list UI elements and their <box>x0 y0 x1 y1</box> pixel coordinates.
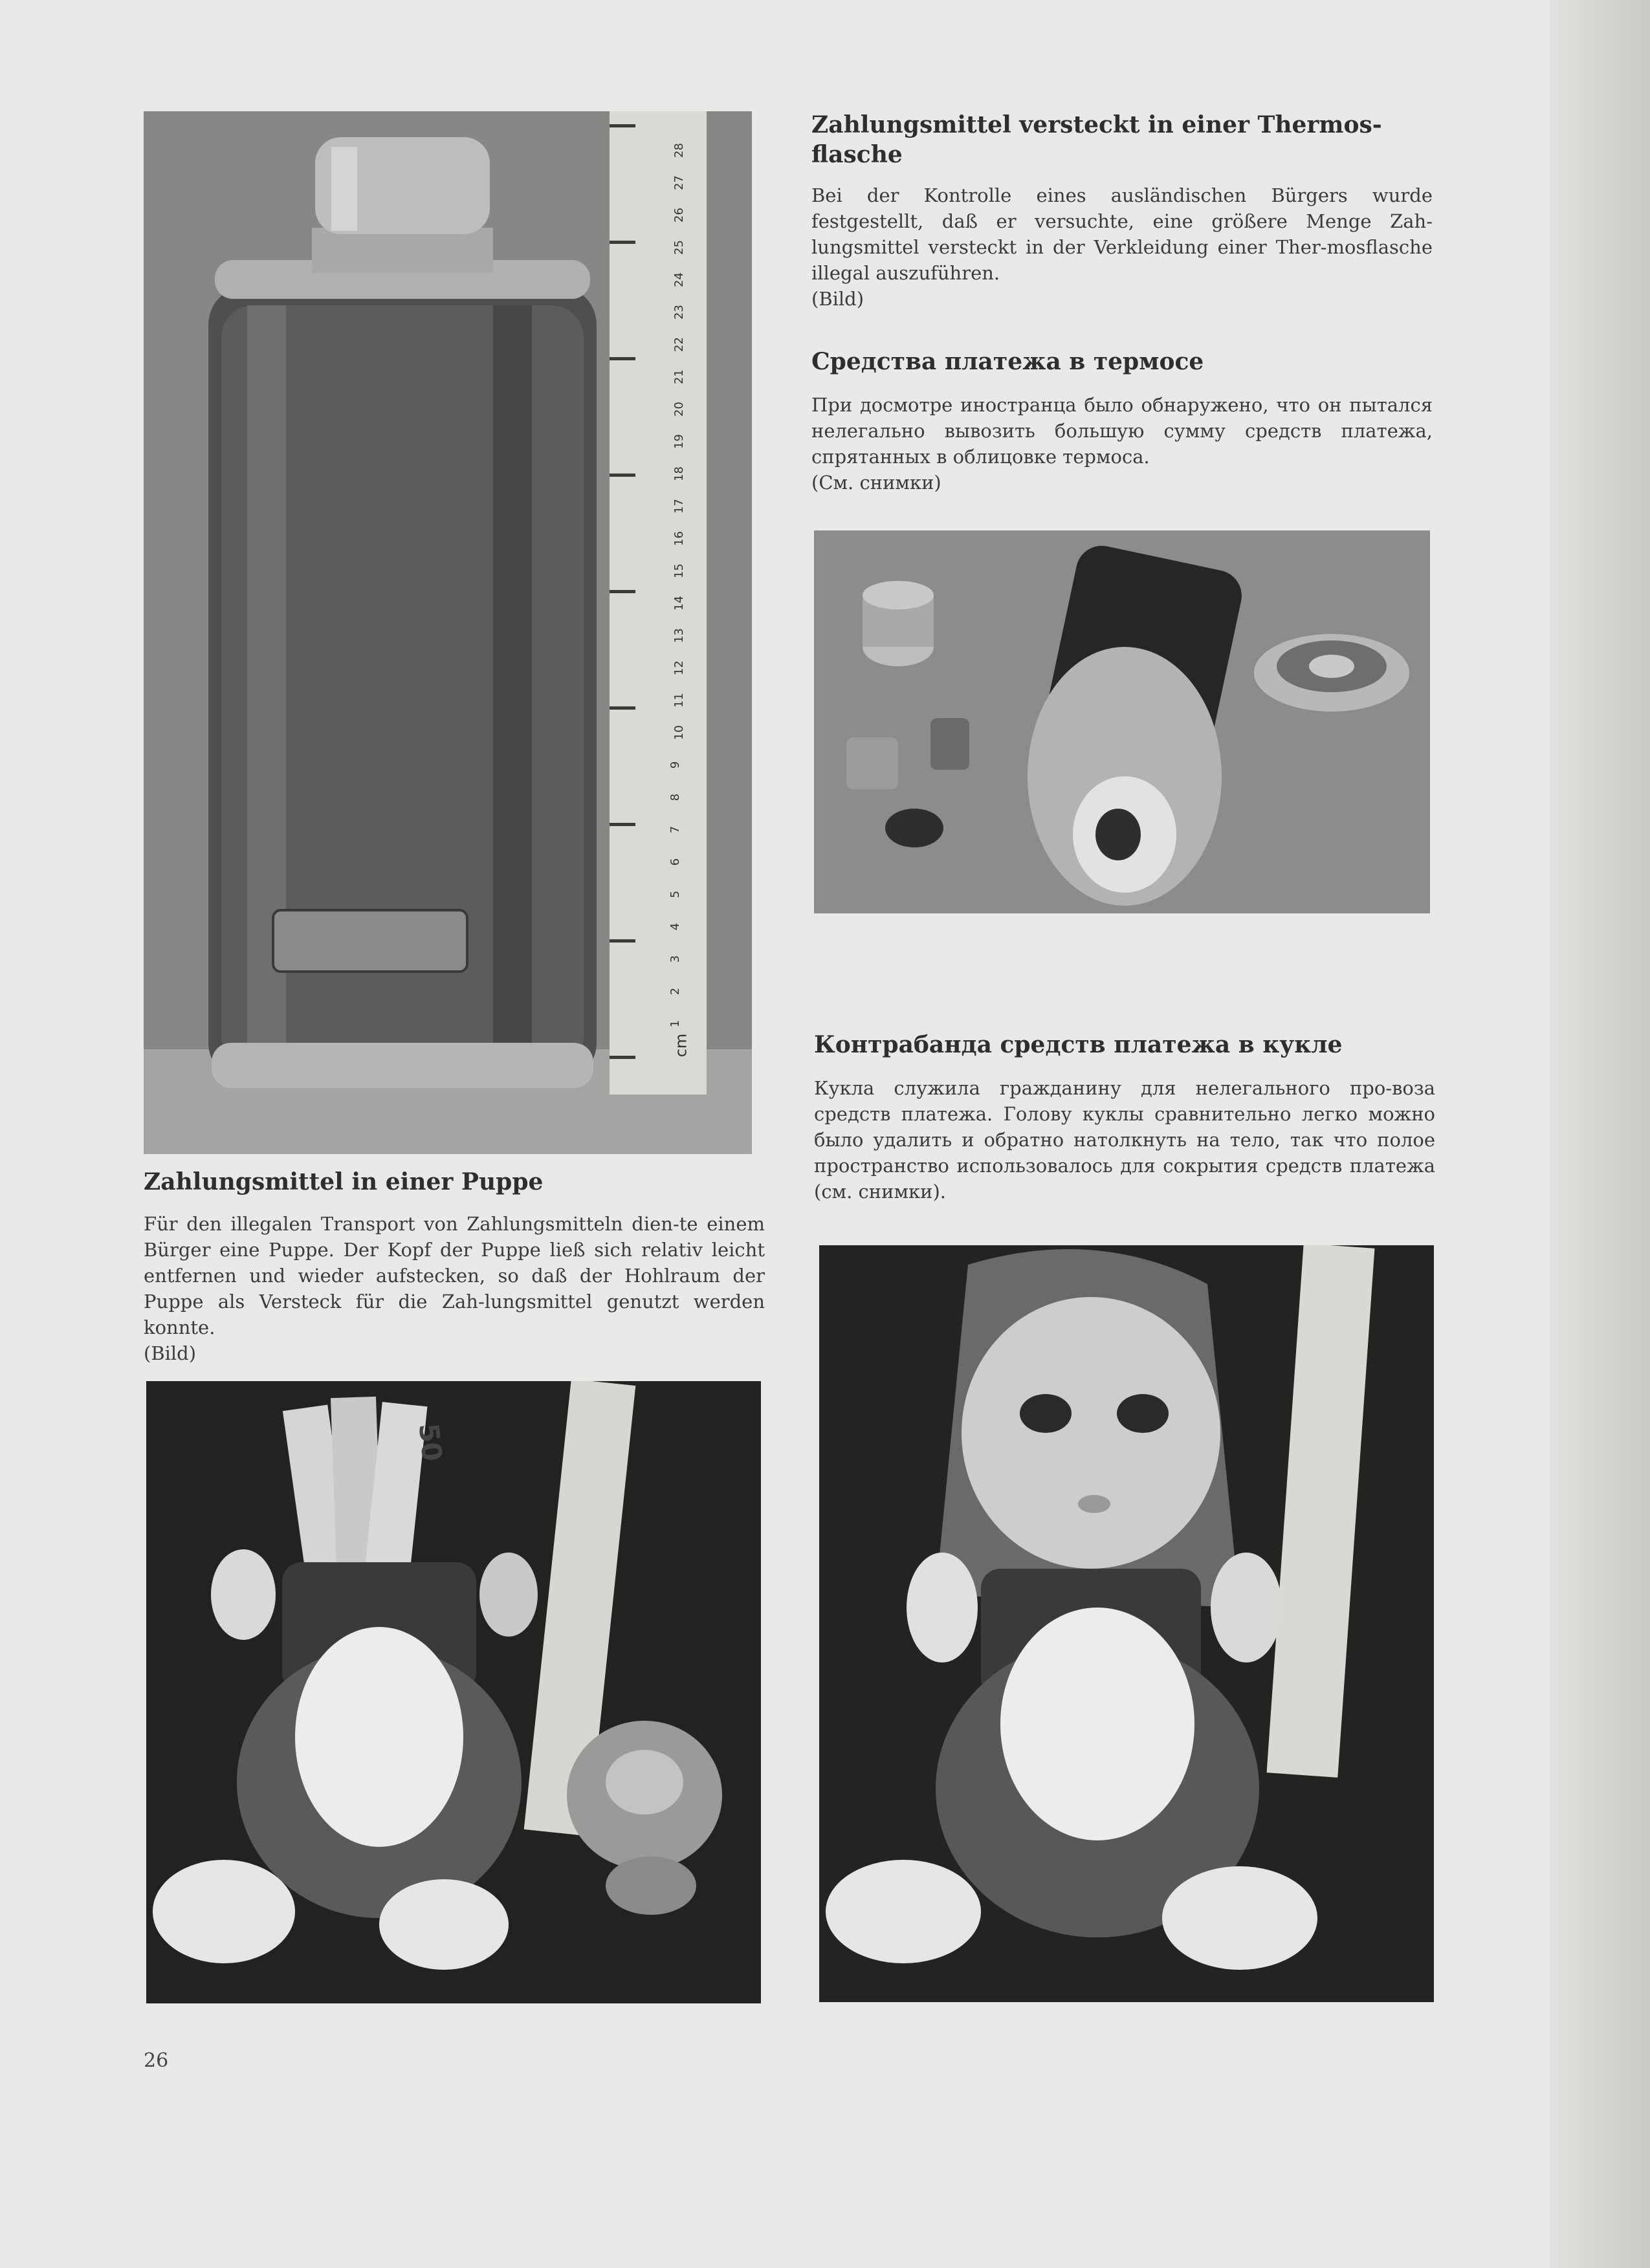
ruler-number: 7 <box>668 825 683 834</box>
ruler-number: 15 <box>672 563 686 578</box>
ruler-number: 4 <box>668 922 683 931</box>
ruler-number: 21 <box>672 369 686 384</box>
doll-ref-de: (Bild) <box>144 1342 197 1364</box>
ruler-number: 11 <box>672 693 686 708</box>
ruler-number: 5 <box>668 890 683 899</box>
ruler-number: 23 <box>672 305 686 320</box>
thermos-parts-photo <box>814 530 1430 913</box>
doll-assembled-photo <box>819 1245 1434 2002</box>
ruler-number: 14 <box>672 596 686 611</box>
ruler-number: 26 <box>672 208 686 223</box>
thermos-ref-ru: (См. снимки) <box>811 472 941 494</box>
doll-open-photo <box>146 1381 761 2003</box>
ruler-number: 1 <box>668 1020 683 1028</box>
ruler-number: 24 <box>672 272 686 287</box>
thermos-title-ru: Средства платежа в термосе <box>811 348 1204 375</box>
thermos-title-de: Zahlungsmittel versteckt in einer Thermos-flasche <box>811 111 1382 168</box>
ruler-number: 13 <box>672 628 686 643</box>
ruler-number: 9 <box>668 761 683 769</box>
thermos-body-ru: При досмотре иностранца было обнаружено, что он пытался нелегально вывозить большую сумму средств платежа, спрятанных в облицовке термоса. <box>811 394 1433 468</box>
ruler-unit-label: cm <box>672 1033 690 1058</box>
page-edge-shadow <box>1550 0 1650 2268</box>
ruler-number: 2 <box>668 987 683 996</box>
ruler-number: 18 <box>672 466 686 481</box>
ruler-number: 6 <box>668 858 683 866</box>
ruler-number: 12 <box>672 660 686 675</box>
thermos-ref-de: (Bild) <box>811 288 864 310</box>
ruler-number: 16 <box>672 531 686 546</box>
ruler-number: 10 <box>672 725 686 740</box>
page-number: 26 <box>144 2049 169 2072</box>
thermos-photo <box>144 111 752 1154</box>
banknote-label: 50 <box>412 1421 448 1463</box>
doll-title-ru: Контрабанда средств платежа в кукле <box>814 1031 1343 1058</box>
ruler-number: 27 <box>672 175 686 190</box>
doll-body-ru: Кукла служила гражданину для нелегального про-воза средств платежа. Голову куклы сравнительно легко можно было удалить и обратно натолкнуть на тело, так что полое пространство использовалось для сокрытия средств платежа (см. снимки). <box>814 1077 1435 1203</box>
ruler-number: 25 <box>672 240 686 255</box>
ruler-number: 19 <box>672 434 686 449</box>
ruler-number: 22 <box>672 337 686 352</box>
ruler-number: 8 <box>668 793 683 801</box>
ruler-number: 28 <box>672 143 686 158</box>
ruler-number: 17 <box>672 499 686 514</box>
thermos-body-de: Bei der Kontrolle eines ausländischen Bürgers wurde festgestellt, daß er versuchte, eine größere Menge Zah-lungsmittel versteckt in der Verkleidung einer Ther-mosflasche illegal auszuführen. <box>811 184 1433 284</box>
thermos-ruler <box>610 111 707 1095</box>
ruler-number: 3 <box>668 955 683 963</box>
doll-title-de: Zahlungsmittel in einer Puppe <box>144 1168 544 1195</box>
doll-body-de: Für den illegalen Transport von Zahlungsmitteln dien-te einem Bürger eine Puppe. Der Kopf der Puppe ließ sich relativ leicht entfernen und wieder aufstecken, so daß der Hohlraum der Puppe als Versteck für die Zah-lungsmittel genutzt werden konnte. <box>144 1213 765 1338</box>
ruler-number: 20 <box>672 402 686 417</box>
